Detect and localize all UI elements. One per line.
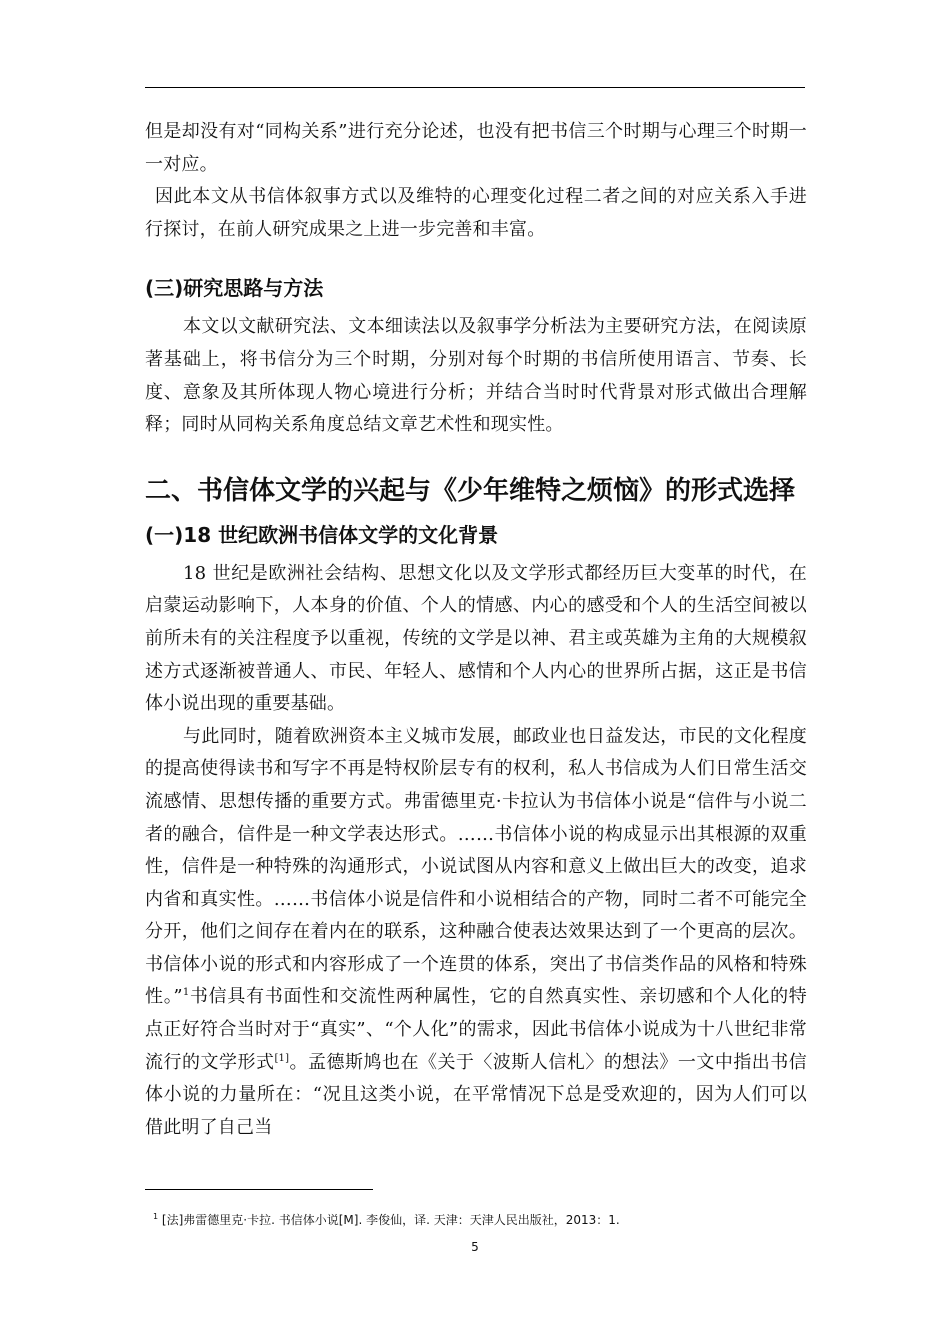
body-text [145, 116, 807, 1144]
chapter-heading: 二、书信体文学的兴起与《少年维特之烦恼》的形式选择 [145, 475, 796, 506]
paragraph-text: 。孟德斯鸠也在《关于〈波斯人信札〉的想法》一文中指出书信体小说的力量所在：“况且这类小说，在平常情况下总是受欢迎的，因为人们可以借此明了自己当 [145, 1051, 807, 1138]
citation-ref[interactable]: [1] [274, 1052, 290, 1064]
header-rule [145, 87, 805, 88]
footnote [145, 1211, 620, 1228]
footnote-text: [法]弗雷德里克·卡拉. 书信体小说[M]. 李俊仙，译. 天津：天津人民出版社，2013：1. [161, 1213, 620, 1227]
footnote-marker: 1 [153, 1212, 159, 1221]
page-number: 5 [471, 1240, 479, 1254]
section-heading: (三)研究思路与方法 [145, 276, 324, 301]
paragraph: 18 世纪是欧洲社会结构、思想文化以及文学形式都经历巨大变革的时代，在启蒙运动影响下，人本身的价值、个人的情感、内心的感受和个人的生活空间被以前所未有的关注程度予以重视，传统的文学是以神、君主或英雄为主角的大规模叙述方式逐渐被普通人、市民、年轻人、感情和个人内心的世界所占据，这正是书信体小说出现的重要基础。 [145, 562, 807, 715]
footnote-ref[interactable]: 1 [182, 987, 190, 999]
section-heading: (一)18 世纪欧洲书信体文学的文化背景 [145, 522, 499, 547]
paragraph: 但是却没有对“同构关系”进行充分论述，也没有把书信三个时期与心理三个时期一一对应。 [145, 121, 807, 175]
paragraph-text: 书信具有书面性和交流性两种属性，它的自然真实性、亲切感和个人化的特点正好符合当时对于“真实”、“个人化”的需求，因此书信体小说成为十八世纪非常流行的文学形式 [145, 986, 807, 1073]
paragraph-text: 与此同时，随着欧洲资本主义城市发展，邮政业也日益发达，市民的文化程度的提高使得读书和写字不再是特权阶层专有的权利，私人书信成为人们日常生活交流感情、思想传播的重要方式。弗雷德里克·卡拉认为书信体小说是“信件与小说二者的融合，信件是一种文学表达形式。……书信体小说的构成显示出其根源的双重性，信件是一种特殊的沟通形式，小说试图从内容和意义上做出巨大的改变，追求内省和真实性。……书信体小说是信件和小说相结合的产物，同时二者不可能完全分开，他们之间存在着内在的联系，这种融合使表达效果达到了一个更高的层次。书信体小说的形式和内容形成了一个连贯的体系，突出了书信类作品的风格和特殊性。” [145, 725, 807, 1008]
paragraph: 因此本文从书信体叙事方式以及维特的心理变化过程二者之间的对应关系入手进行探讨，在前人研究成果之上进一步完善和丰富。 [145, 186, 807, 240]
footnote-rule [145, 1189, 373, 1190]
paragraph: 本文以文献研究法、文本细读法以及叙事学分析法为主要研究方法，在阅读原著基础上，将书信分为三个时期，分别对每个时期的书信所使用语言、节奏、长度、意象及其所体现人物心境进行分析；并结合当时时代背景对形式做出合理解释；同时从同构关系角度总结文章艺术性和现实性。 [145, 316, 807, 436]
paragraph [145, 721, 807, 1145]
